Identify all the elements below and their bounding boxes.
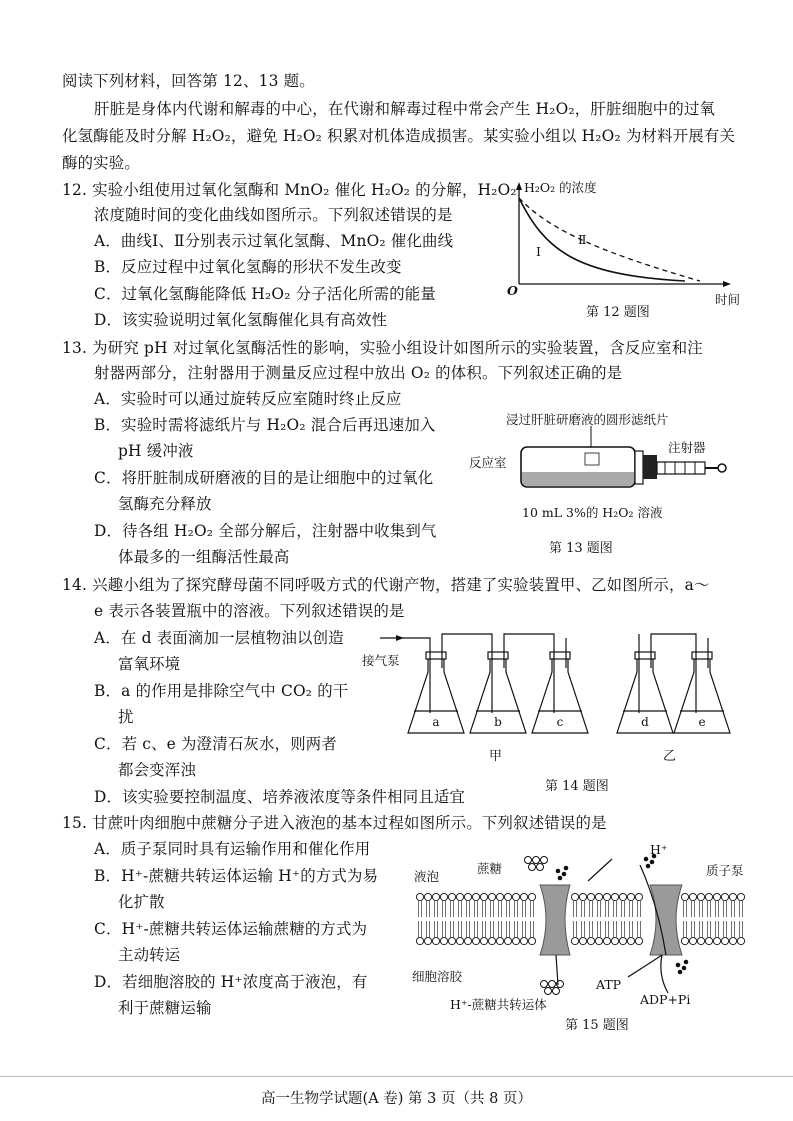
flask-label: d xyxy=(641,715,649,729)
q15-cotransporter-label: H⁺-蔗糖共转运体 xyxy=(450,997,547,1012)
q14-option-b-2: 扰 xyxy=(118,708,134,726)
flask-label: a xyxy=(432,715,440,729)
q13-apparatus xyxy=(515,420,735,500)
flask-label: c xyxy=(556,715,564,729)
q12-option-a: A．曲线Ⅰ、Ⅱ分别表示过氧化氢酶、MnO₂ 催化曲线 xyxy=(94,232,454,250)
intro-line-4: 酶的实验。 xyxy=(62,154,140,172)
q14-caption: 第 14 题图 xyxy=(545,779,609,794)
flask-d xyxy=(617,652,673,733)
q15-pump-label: 质子泵 xyxy=(706,863,744,878)
q12-ylabel: H₂O₂ 的浓度 xyxy=(524,180,597,195)
footer-rule xyxy=(0,1076,793,1077)
q15-option-d-1: D．若细胞溶胶的 H⁺浓度高于液泡，有 xyxy=(94,973,368,991)
q13-right-label: 注射器 xyxy=(668,440,706,455)
q12-option-d: D．该实验说明过氧化氢酶催化具有高效性 xyxy=(94,311,388,329)
q14-set1-label: 甲 xyxy=(489,749,503,764)
q12-curve-i-label: Ⅰ xyxy=(536,244,541,259)
q15-option-d-2: 利于蔗糖运输 xyxy=(118,999,212,1017)
curve-ii xyxy=(519,198,700,281)
page-footer: 高一生物学试题(A 卷) 第 3 页（共 8 页） xyxy=(261,1091,532,1107)
q15-stem: 15. 甘蔗叶肉细胞中蔗糖分子进入液泡的基本过程如图所示。下列叙述错误的是 xyxy=(62,814,607,832)
q14-option-a-2: 富氧环境 xyxy=(118,655,181,673)
q12-option-b: B．反应过程中过氧化氢酶的形状不发生改变 xyxy=(94,258,402,276)
q14-set2-label: 乙 xyxy=(663,749,677,764)
q13-stem-2: 射器两部分，注射器用于测量反应过程中放出 O₂ 的体积。下列叙述正确的是 xyxy=(94,364,623,382)
q15-vacuole-label: 液泡 xyxy=(414,869,440,884)
q15-adp-label: ADP+Pi xyxy=(640,992,691,1007)
q14-option-b-1: B．a 的作用是排除空气中 CO₂ 的干 xyxy=(94,682,349,700)
q12-caption: 第 12 题图 xyxy=(586,305,650,320)
q14-stem-1: 14. 兴趣小组为了探究酵母菌不同呼吸方式的代谢产物，搭建了实验装置甲、乙如图所示，a～ xyxy=(62,576,710,594)
q12-xlabel: 时间 xyxy=(715,292,741,307)
q13-option-d-1: D．待各组 H₂O₂ 全部分解后，注射器中收集到气 xyxy=(94,522,437,540)
proton-pump-protein xyxy=(650,885,682,955)
cotransporter-protein xyxy=(540,885,570,955)
q12-stem-1: 12. 实验小组使用过氧化氢酶和 MnO₂ 催化 H₂O₂ 的分解，H₂O₂ xyxy=(62,181,517,199)
q12-option-c: C．过氧化氢酶能降低 H₂O₂ 分子活化所需的能量 xyxy=(94,285,436,303)
q15-atp-label: ATP xyxy=(596,977,622,992)
q15-sucrose-label: 蔗糖 xyxy=(477,861,503,876)
q12-curve-ii-label: Ⅱ xyxy=(578,232,587,247)
curve-i xyxy=(519,198,685,281)
q14-option-d: D．该实验要控制温度、培养液浓度等条件相同且适宜 xyxy=(94,788,466,806)
q13-option-d-2: 体最多的一组酶活性最高 xyxy=(118,548,290,566)
flask-b xyxy=(470,652,526,733)
flask-c xyxy=(532,652,588,733)
q13-caption: 第 13 题图 xyxy=(549,541,613,556)
flask-label: e xyxy=(698,715,706,729)
q14-pump-label: 接气泵 xyxy=(362,653,400,668)
q15-option-a: A．质子泵同时具有运输作用和催化作用 xyxy=(94,840,371,858)
q13-left-label: 反应室 xyxy=(469,455,507,470)
q13-option-a: A．实验时可以通过旋转反应室随时终止反应 xyxy=(94,390,402,408)
q13-option-c-1: C．将肝脏制成研磨液的目的是让细胞中的过氧化 xyxy=(94,469,434,487)
intro-line-2: 肝脏是身体内代谢和解毒的中心，在代谢和解毒过程中常会产生 H₂O₂，肝脏细胞中的过氧 xyxy=(94,100,716,118)
q15-option-b-2: 化扩散 xyxy=(118,893,165,911)
q14-stem-2: e 表示各装置瓶中的溶液。下列叙述错误的是 xyxy=(94,602,405,620)
lipid-bilayer xyxy=(416,893,744,944)
q13-bottom-label: 10 mL 3%的 H₂O₂ 溶液 xyxy=(522,505,663,520)
intro-line-1: 阅读下列材料，回答第 12、13 题。 xyxy=(62,72,315,90)
flask-label: b xyxy=(494,715,502,729)
sucrose-cluster xyxy=(525,857,548,871)
q15-caption: 第 15 题图 xyxy=(565,1018,629,1033)
flask-a xyxy=(408,652,464,733)
q13-top-label: 浸过肝脏研磨液的圆形滤纸片 xyxy=(506,412,669,427)
q14-option-c-1: C．若 c、e 为澄清石灰水，则两者 xyxy=(94,735,337,753)
flask-e xyxy=(674,652,730,733)
q13-option-c-2: 氢酶充分释放 xyxy=(118,495,212,513)
q12-figure xyxy=(505,180,745,320)
sucrose-inside xyxy=(541,981,564,995)
q14-option-a-1: A．在 d 表面滴加一层植物油以创造 xyxy=(94,629,344,647)
q14-apparatus xyxy=(380,628,740,748)
q15-option-c-2: 主动转运 xyxy=(118,946,181,964)
q13-option-b-2: pH 缓冲液 xyxy=(118,442,194,460)
q15-hplus-label: H⁺ xyxy=(650,842,668,857)
h-dots-bottom xyxy=(676,960,689,975)
q12-stem-2: 浓度随时间的变化曲线如图所示。下列叙述错误的是 xyxy=(94,206,453,224)
q15-cytosol-label: 细胞溶胶 xyxy=(412,969,463,984)
q15-option-c-1: C．H⁺-蔗糖共转运体运输蔗糖的方式为 xyxy=(94,920,368,938)
q12-origin: O xyxy=(507,283,518,298)
h-dots xyxy=(556,866,569,881)
intro-line-3: 化氢酶能及时分解 H₂O₂，避免 H₂O₂ 积累对机体造成损害。某实验小组以 H₂O₂ 为材料开展有关 xyxy=(62,127,736,145)
q14-option-c-2: 都会变浑浊 xyxy=(118,761,196,779)
q15-option-b-1: B．H⁺-蔗糖共转运体运输 H⁺的方式为易 xyxy=(94,867,379,885)
q13-option-b-1: B．实验时需将滤纸片与 H₂O₂ 混合后再迅速加入 xyxy=(94,416,436,434)
q13-stem-1: 13. 为研究 pH 对过氧化氢酶活性的影响，实验小组设计如图所示的实验装置，含反应室和注 xyxy=(62,339,703,357)
